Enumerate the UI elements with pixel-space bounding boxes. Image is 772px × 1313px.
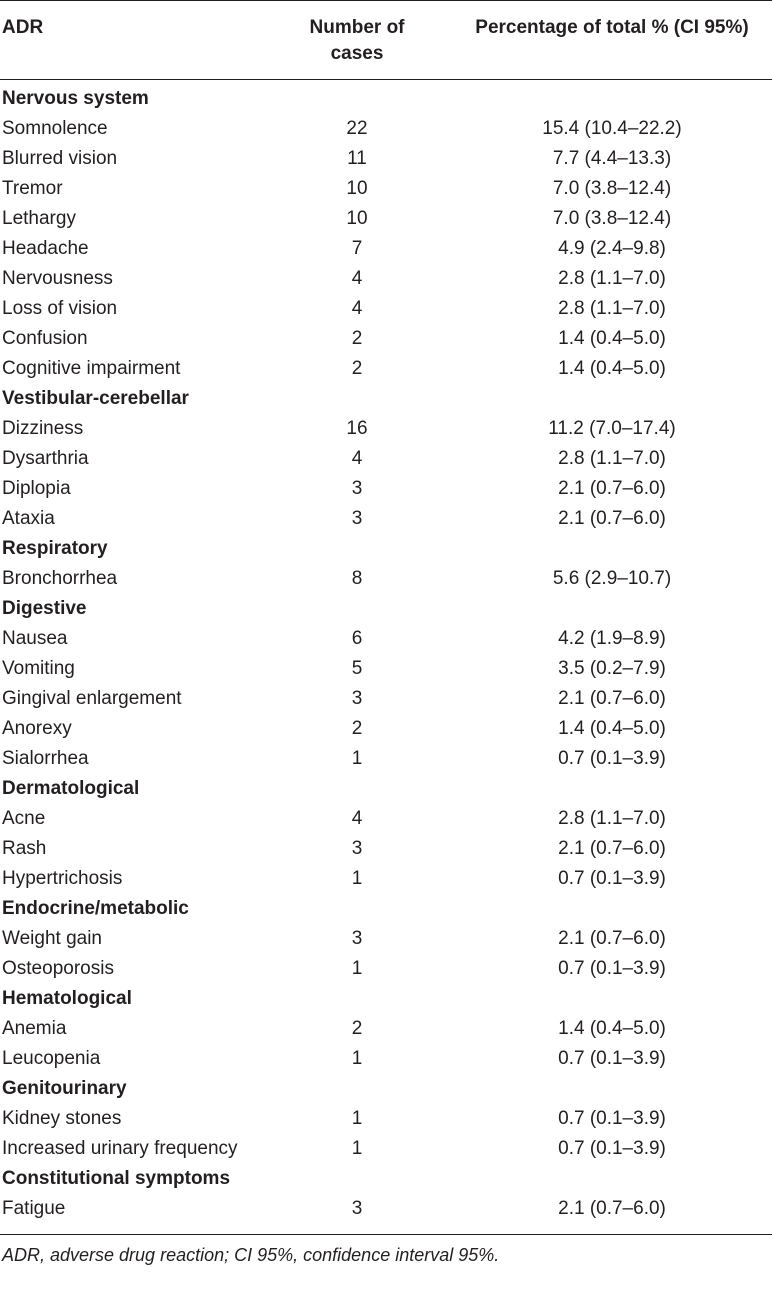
cell-adr: Hypertrichosis (2, 868, 123, 889)
table-header-row (0, 1, 772, 80)
group-heading: Digestive (2, 598, 87, 619)
cell-percentage: 7.7 (4.4–13.3) (552, 148, 672, 169)
cell-adr: Vomiting (2, 658, 75, 679)
header-percentage-label: Percentage of total % (CI 95%) (475, 17, 749, 38)
cell-number-of-cases: 10 (346, 178, 368, 199)
cell-percentage: 1.4 (0.4–5.0) (558, 328, 666, 349)
cell-adr: Nervousness (2, 268, 113, 289)
table-row (0, 954, 772, 984)
cell-percentage: 0.7 (0.1–3.9) (558, 1108, 666, 1129)
group-row (0, 80, 772, 115)
table-row (0, 264, 772, 294)
cell-number-of-cases: 2 (351, 328, 363, 349)
header-number-of-cases-label: Number of cases (309, 17, 405, 64)
cell-percentage: 0.7 (0.1–3.9) (558, 868, 666, 889)
cell-percentage: 2.8 (1.1–7.0) (558, 298, 666, 319)
cell-percentage: 15.4 (10.4–22.2) (542, 118, 682, 139)
cell-number-of-cases: 2 (351, 358, 363, 379)
cell-percentage: 1.4 (0.4–5.0) (558, 358, 666, 379)
group-heading: Respiratory (2, 538, 108, 559)
group-row (0, 774, 772, 804)
cell-adr: Headache (2, 238, 89, 259)
table-row (0, 864, 772, 894)
cell-adr: Nausea (2, 628, 68, 649)
table-row (0, 504, 772, 534)
table-row (0, 204, 772, 234)
cell-number-of-cases: 7 (351, 238, 363, 259)
cell-percentage: 1.4 (0.4–5.0) (558, 718, 666, 739)
table-row (0, 1044, 772, 1074)
table-row (0, 444, 772, 474)
table-row (0, 1134, 772, 1164)
cell-adr: Anemia (2, 1018, 67, 1039)
cell-percentage: 2.1 (0.7–6.0) (558, 688, 666, 709)
cell-adr: Lethargy (2, 208, 76, 229)
table-row (0, 114, 772, 144)
cell-number-of-cases: 3 (351, 928, 363, 949)
table-row (0, 174, 772, 204)
table-row (0, 1014, 772, 1044)
cell-adr: Fatigue (2, 1198, 66, 1219)
cell-percentage: 2.1 (0.7–6.0) (558, 928, 666, 949)
cell-percentage: 5.6 (2.9–10.7) (552, 568, 672, 589)
group-heading: Hematological (2, 988, 132, 1009)
cell-number-of-cases: 2 (351, 718, 363, 739)
header-adr: ADR (2, 17, 44, 38)
cell-percentage: 0.7 (0.1–3.9) (558, 748, 666, 769)
cell-percentage: 2.1 (0.7–6.0) (558, 478, 666, 499)
table-footnote: ADR, adverse drug reaction; CI 95%, confidence interval 95%. (2, 1245, 500, 1265)
cell-number-of-cases: 16 (346, 418, 368, 439)
table-row (0, 354, 772, 384)
group-heading: Nervous system (2, 88, 149, 109)
cell-percentage: 7.0 (3.8–12.4) (552, 178, 672, 199)
cell-number-of-cases: 3 (351, 688, 363, 709)
cell-number-of-cases: 1 (351, 1138, 363, 1159)
cell-adr: Rash (2, 838, 47, 859)
cell-number-of-cases: 4 (351, 298, 363, 319)
table-row (0, 294, 772, 324)
cell-adr: Anorexy (2, 718, 72, 739)
cell-number-of-cases: 10 (346, 208, 368, 229)
table-row (0, 924, 772, 954)
group-row (0, 594, 772, 624)
cell-adr: Increased urinary frequency (2, 1138, 238, 1159)
header-percentage (452, 1, 772, 80)
cell-number-of-cases: 1 (351, 748, 363, 769)
table-row (0, 654, 772, 684)
cell-percentage: 11.2 (7.0–17.4) (548, 418, 676, 439)
cell-percentage: 0.7 (0.1–3.9) (558, 958, 666, 979)
cell-adr: Cognitive impairment (2, 358, 181, 379)
group-row (0, 384, 772, 414)
cell-percentage: 2.1 (0.7–6.0) (558, 508, 666, 529)
table-row (0, 474, 772, 504)
table-row (0, 744, 772, 774)
cell-percentage: 2.8 (1.1–7.0) (558, 268, 666, 289)
table-row (0, 324, 772, 354)
cell-adr: Gingival enlargement (2, 688, 182, 709)
group-row (0, 1074, 772, 1104)
cell-adr: Leucopenia (2, 1048, 101, 1069)
table-row (0, 234, 772, 264)
cell-number-of-cases: 11 (347, 148, 367, 169)
group-row (0, 894, 772, 924)
cell-percentage: 1.4 (0.4–5.0) (558, 1018, 666, 1039)
cell-adr: Bronchorrhea (2, 568, 118, 589)
cell-adr: Kidney stones (2, 1108, 122, 1129)
cell-number-of-cases: 8 (351, 568, 363, 589)
cell-percentage: 4.2 (1.9–8.9) (558, 628, 666, 649)
table-row (0, 804, 772, 834)
cell-number-of-cases: 2 (351, 1018, 363, 1039)
table-row (0, 1194, 772, 1234)
group-heading: Vestibular-cerebellar (2, 388, 189, 409)
cell-adr: Sialorrhea (2, 748, 89, 769)
table-row (0, 684, 772, 714)
table-row (0, 624, 772, 654)
cell-percentage: 2.8 (1.1–7.0) (558, 448, 666, 469)
cell-number-of-cases: 3 (351, 1198, 363, 1219)
table-body (0, 80, 772, 1235)
group-row (0, 1164, 772, 1194)
cell-percentage: 2.1 (0.7–6.0) (558, 838, 666, 859)
cell-adr: Dysarthria (2, 448, 89, 469)
table-row (0, 1104, 772, 1134)
table-row (0, 564, 772, 594)
cell-number-of-cases: 3 (351, 478, 363, 499)
cell-percentage: 7.0 (3.8–12.4) (552, 208, 672, 229)
cell-percentage: 3.5 (0.2–7.9) (558, 658, 666, 679)
cell-adr: Diplopia (2, 478, 71, 499)
cell-adr: Confusion (2, 328, 88, 349)
cell-percentage: 0.7 (0.1–3.9) (558, 1138, 666, 1159)
cell-number-of-cases: 1 (351, 1108, 363, 1129)
cell-number-of-cases: 1 (351, 1048, 363, 1069)
group-row (0, 984, 772, 1014)
cell-adr: Blurred vision (2, 148, 118, 169)
table-row (0, 834, 772, 864)
table-row (0, 144, 772, 174)
group-row (0, 534, 772, 564)
cell-adr: Ataxia (2, 508, 55, 529)
cell-number-of-cases: 1 (351, 868, 363, 889)
cell-number-of-cases: 4 (351, 268, 363, 289)
cell-number-of-cases: 3 (351, 508, 363, 529)
cell-number-of-cases: 5 (351, 658, 363, 679)
header-number-of-cases (262, 1, 452, 80)
cell-adr: Loss of vision (2, 298, 118, 319)
cell-percentage: 4.9 (2.4–9.8) (558, 238, 666, 259)
cell-number-of-cases: 22 (346, 118, 368, 139)
cell-number-of-cases: 4 (351, 448, 363, 469)
cell-number-of-cases: 6 (351, 628, 363, 649)
cell-percentage: 0.7 (0.1–3.9) (558, 1048, 666, 1069)
group-heading: Dermatological (2, 778, 140, 799)
cell-adr: Acne (2, 808, 46, 829)
group-heading: Genitourinary (2, 1078, 127, 1099)
cell-percentage: 2.8 (1.1–7.0) (558, 808, 666, 829)
cell-adr: Dizziness (2, 418, 84, 439)
table-row (0, 414, 772, 444)
cell-adr: Osteoporosis (2, 958, 114, 979)
cell-number-of-cases: 4 (351, 808, 363, 829)
table-row (0, 714, 772, 744)
cell-number-of-cases: 3 (351, 838, 363, 859)
cell-number-of-cases: 1 (351, 958, 363, 979)
cell-adr: Somnolence (2, 118, 108, 139)
group-heading: Constitutional symptoms (2, 1168, 231, 1189)
cell-percentage: 2.1 (0.7–6.0) (558, 1198, 666, 1219)
cell-adr: Weight gain (2, 928, 102, 949)
cell-adr: Tremor (2, 178, 63, 199)
group-heading: Endocrine/metabolic (2, 898, 189, 919)
